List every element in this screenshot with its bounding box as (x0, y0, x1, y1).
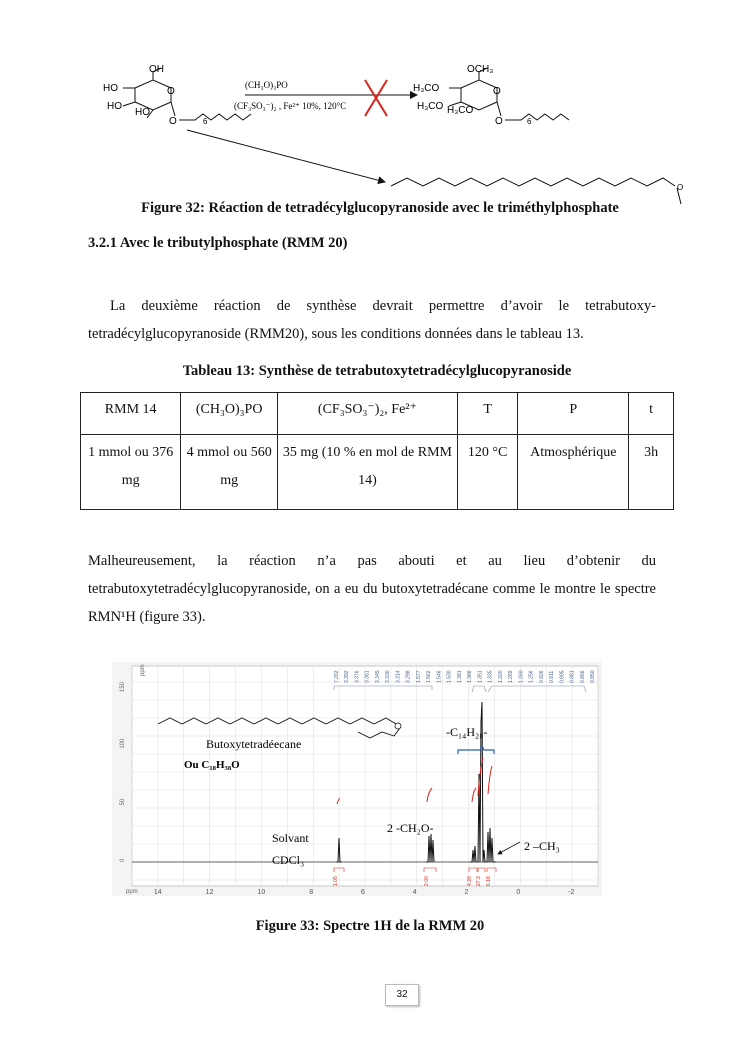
table-13-caption: Tableau 13: Synthèse de tetrabutoxytetradécylglucopyranoside (182, 363, 572, 379)
side-arrow (187, 130, 385, 182)
peak-label: 1.335 (487, 670, 494, 683)
x-tick-label: 12 (205, 889, 214, 896)
x-tick-label: 6 (361, 889, 365, 896)
table-cell: 3h (629, 435, 674, 510)
peak-label: 1.260 (518, 670, 525, 683)
peak-label: 0.895 (559, 670, 566, 683)
peak-label: 1.269 (508, 670, 514, 683)
integral-value: 2.00 (424, 876, 430, 886)
product-ring-o: O (493, 86, 501, 97)
peak-label: 1.562 (426, 670, 432, 683)
peak-label: 0.866 (579, 670, 586, 683)
reactant-oh-top: OH (149, 64, 164, 75)
y-tick-label: 0 (120, 858, 126, 862)
x-tick-label: 8 (309, 889, 314, 896)
reaction-scheme (95, 58, 695, 210)
product-h3co-2: H₃CO (417, 101, 444, 112)
peak-label: 0.911 (549, 670, 555, 683)
peak-label: 3.330 (385, 670, 391, 683)
table-row (81, 435, 674, 510)
x-tick-label: 10 (257, 889, 266, 896)
table-13 (80, 392, 674, 510)
catalyst-label: (CF₃SO₃⁻)₂ , Fe²⁺ 10%, 120°C (234, 101, 347, 111)
paragraph-1: La deuxième réaction de synthèse devrait permettre d’avoir le tetrabutoxy-tetradécylglucopyranoside (RMM20), sous les conditions données dans le tableau 13. (88, 298, 656, 342)
peak-label: 3.298 (405, 670, 412, 683)
peak-label: 1.546 (436, 670, 443, 683)
paragraph-2: Malheureusement, la réaction n’a pas abouti et au lieu d’obtenir du tetrabutoxytetradécylglucopyranoside, on a eu du butoxytetradécane comme le montre le spectre RMN¹H (figure 33). (88, 553, 656, 625)
peak-label: 3.345 (374, 670, 381, 683)
ch2o-label: 2 -CH₂O- (387, 821, 434, 835)
peak-label: 1.351 (477, 670, 484, 683)
integral-value: 4.20 (467, 876, 473, 886)
table-header-cell: RMM 14 (81, 393, 181, 435)
x-tick-label: 14 (153, 889, 162, 896)
nmr-spectrum (112, 662, 602, 896)
reactant-ho-1: HO (103, 83, 118, 94)
peak-label: 3.376 (354, 670, 361, 683)
y-tick-label: 100 (120, 738, 126, 749)
figure-32-caption: Figure 32: Réaction de tetradécylglucopyranoside avec le triméthylphosphate (141, 200, 619, 216)
table-header-cell: (CF₃SO₃⁻)₂, Fe²⁺ (278, 393, 458, 435)
peak-label: 0.926 (538, 670, 545, 683)
table-header-cell: t (629, 393, 674, 435)
table-header-cell: T (457, 393, 518, 435)
peak-label: 7.262 (334, 670, 340, 683)
compound-name: Butoxytetradéecane (206, 737, 302, 751)
integral-value: 1.05 (333, 876, 339, 886)
peak-label: 1.381 (456, 670, 463, 683)
product-h3co-1: H₃CO (413, 83, 440, 94)
table-cell: 35 mg (10 % en mol de RMM 14) (278, 435, 458, 510)
table-header-cell: (CH₃O)₃PO (181, 393, 278, 435)
solvent-label: Solvant (272, 831, 309, 845)
integral-value: 6.18 (486, 876, 492, 886)
product-chain-n: 6 (527, 117, 532, 126)
section-heading: 3.2.1 Avec le tributylphosphate (RMM 20) (88, 235, 348, 251)
ppm-axis-unit: ppm (140, 664, 146, 676)
x-tick-label: 0 (516, 889, 521, 896)
peak-label: 3.361 (364, 670, 371, 683)
reagent-label: (CH₃O)₃PO (245, 80, 288, 90)
peak-label: 1.320 (497, 670, 504, 683)
table-cell: Atmosphérique (518, 435, 629, 510)
ppm-axis-unit: ppm (126, 889, 138, 895)
x-tick-label: 4 (412, 889, 417, 896)
reactant-ring-o: O (167, 86, 175, 97)
table-cell: 4 mmol ou 560 mg (181, 435, 278, 510)
table-cell: 120 °C (457, 435, 518, 510)
x-tick-label: 2 (464, 889, 469, 896)
reactant-chain-n: 6 (203, 117, 208, 126)
peak-label: 1.577 (415, 670, 422, 683)
peak-label: 0.850 (590, 670, 596, 683)
figure-33-caption: Figure 33: Spectre 1H de la RMM 20 (255, 918, 485, 934)
peak-label: 1.530 (446, 670, 453, 683)
x-tick-label: -2 (568, 889, 575, 896)
peak-label: 3.314 (395, 670, 402, 683)
reactant-ho-2: HO (107, 101, 122, 112)
product-och3: OCH₃ (467, 64, 494, 75)
compound-formula: Ou C₁₈H₃₈O (184, 759, 240, 771)
reactant-ho-3: HO (135, 107, 150, 118)
cdcl3-label: CDCl₃ (272, 853, 305, 867)
peak-label: 1.366 (467, 670, 473, 683)
y-tick-label: 50 (120, 798, 126, 806)
chain-label: -C₁₄H₂₈- (446, 725, 488, 739)
table-cell: 1 mmol ou 376 mg (81, 435, 181, 510)
no-reaction-cross (365, 80, 387, 116)
y-tick-label: 150 (120, 681, 126, 692)
product-h3co-3: H₃CO (447, 105, 474, 116)
side-product-o: O (677, 183, 684, 192)
table-header-row (81, 393, 674, 435)
table-header-cell: P (518, 393, 629, 435)
product-glyco-o: O (495, 116, 503, 127)
peak-label: 1.256 (528, 670, 535, 683)
page-number: 32 (385, 984, 419, 1006)
integral-value: 27.3 (476, 876, 482, 886)
peak-label: 0.881 (569, 670, 576, 683)
ch3-label: 2 –CH₃ (524, 839, 560, 853)
peak-label: 3.392 (344, 670, 350, 683)
reactant-glyco-o: O (169, 116, 177, 127)
